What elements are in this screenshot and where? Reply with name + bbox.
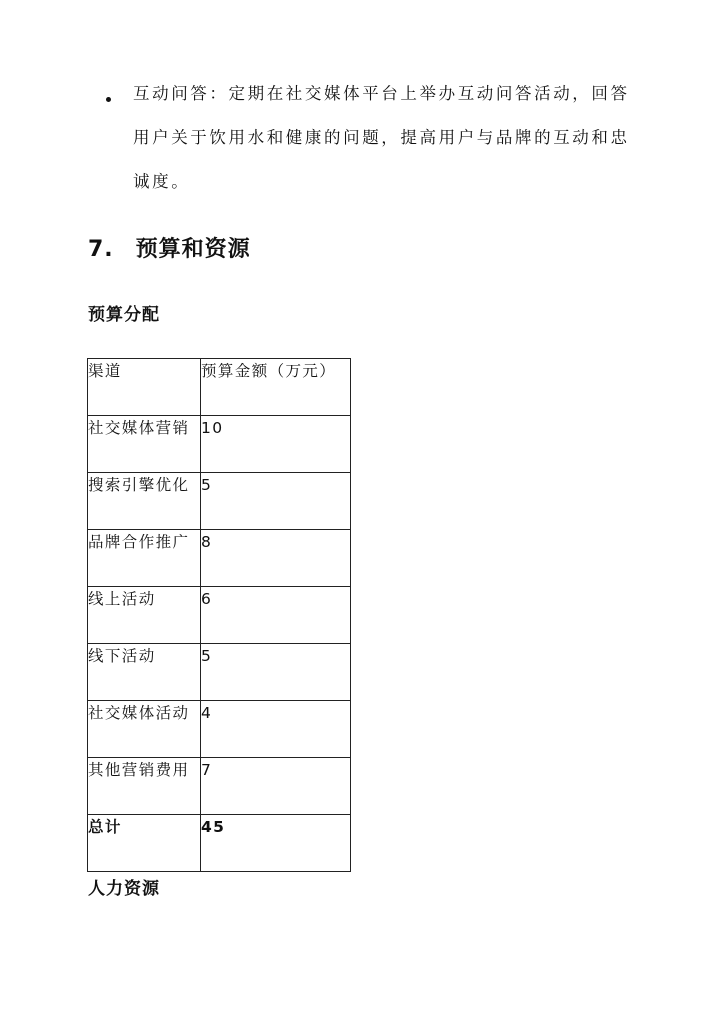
header-channel bbox=[88, 359, 201, 416]
channel-cell bbox=[88, 758, 201, 815]
channel-text: 社交媒体活动 bbox=[88, 704, 190, 722]
table-row bbox=[88, 701, 351, 758]
section-number: 7. bbox=[88, 237, 114, 262]
amount-text: 8 bbox=[201, 533, 213, 551]
amount-cell bbox=[201, 473, 351, 530]
budget-table bbox=[87, 358, 351, 872]
budget-heading: 预算分配 bbox=[88, 305, 160, 325]
amount-text: 7 bbox=[201, 761, 213, 779]
amount-cell bbox=[201, 587, 351, 644]
table-row bbox=[88, 530, 351, 587]
table-row bbox=[88, 473, 351, 530]
channel-text: 社交媒体营销 bbox=[88, 419, 190, 437]
amount-text: 6 bbox=[201, 590, 213, 608]
amount-text: 4 bbox=[201, 704, 213, 722]
amount-cell bbox=[201, 758, 351, 815]
total-amount-cell bbox=[201, 815, 351, 872]
bullet-line: 用户关于饮用水和健康的问题，提高用户与品牌的互动和忠 bbox=[133, 128, 630, 147]
channel-text: 品牌合作推广 bbox=[88, 533, 190, 551]
channel-cell bbox=[88, 644, 201, 701]
bullet-dot-icon bbox=[106, 97, 111, 102]
channel-cell bbox=[88, 587, 201, 644]
amount-cell bbox=[201, 644, 351, 701]
section-heading bbox=[88, 232, 251, 263]
bullet-text bbox=[133, 84, 633, 216]
header-amount bbox=[201, 359, 351, 416]
amount-cell bbox=[201, 530, 351, 587]
channel-text: 其他营销费用 bbox=[88, 761, 190, 779]
channel-cell bbox=[88, 416, 201, 473]
table-row bbox=[88, 416, 351, 473]
total-label-cell bbox=[88, 815, 201, 872]
bullet-line: 互动问答：定期在社交媒体平台上举办互动问答活动，回答 bbox=[133, 84, 630, 103]
header-channel-text: 渠道 bbox=[88, 362, 122, 380]
amount-cell bbox=[201, 701, 351, 758]
amount-cell bbox=[201, 416, 351, 473]
table-total-row bbox=[88, 815, 351, 872]
channel-cell bbox=[88, 473, 201, 530]
bullet-line: 诚度。 bbox=[133, 172, 191, 191]
total-label: 总计 bbox=[88, 818, 122, 836]
table-row bbox=[88, 587, 351, 644]
human-resources-heading: 人力资源 bbox=[88, 879, 160, 899]
channel-cell bbox=[88, 701, 201, 758]
amount-text: 5 bbox=[201, 647, 213, 665]
table-row bbox=[88, 758, 351, 815]
channel-text: 线上活动 bbox=[88, 590, 156, 608]
amount-text: 5 bbox=[201, 476, 213, 494]
channel-text: 线下活动 bbox=[88, 647, 156, 665]
header-amount-text: 预算金额（万元） bbox=[201, 362, 337, 380]
amount-text: 10 bbox=[201, 419, 224, 437]
channel-text: 搜索引擎优化 bbox=[88, 476, 190, 494]
section-title-text: 预算和资源 bbox=[135, 237, 251, 262]
table-row bbox=[88, 644, 351, 701]
table-header-row bbox=[88, 359, 351, 416]
channel-cell bbox=[88, 530, 201, 587]
total-amount: 45 bbox=[201, 818, 226, 836]
